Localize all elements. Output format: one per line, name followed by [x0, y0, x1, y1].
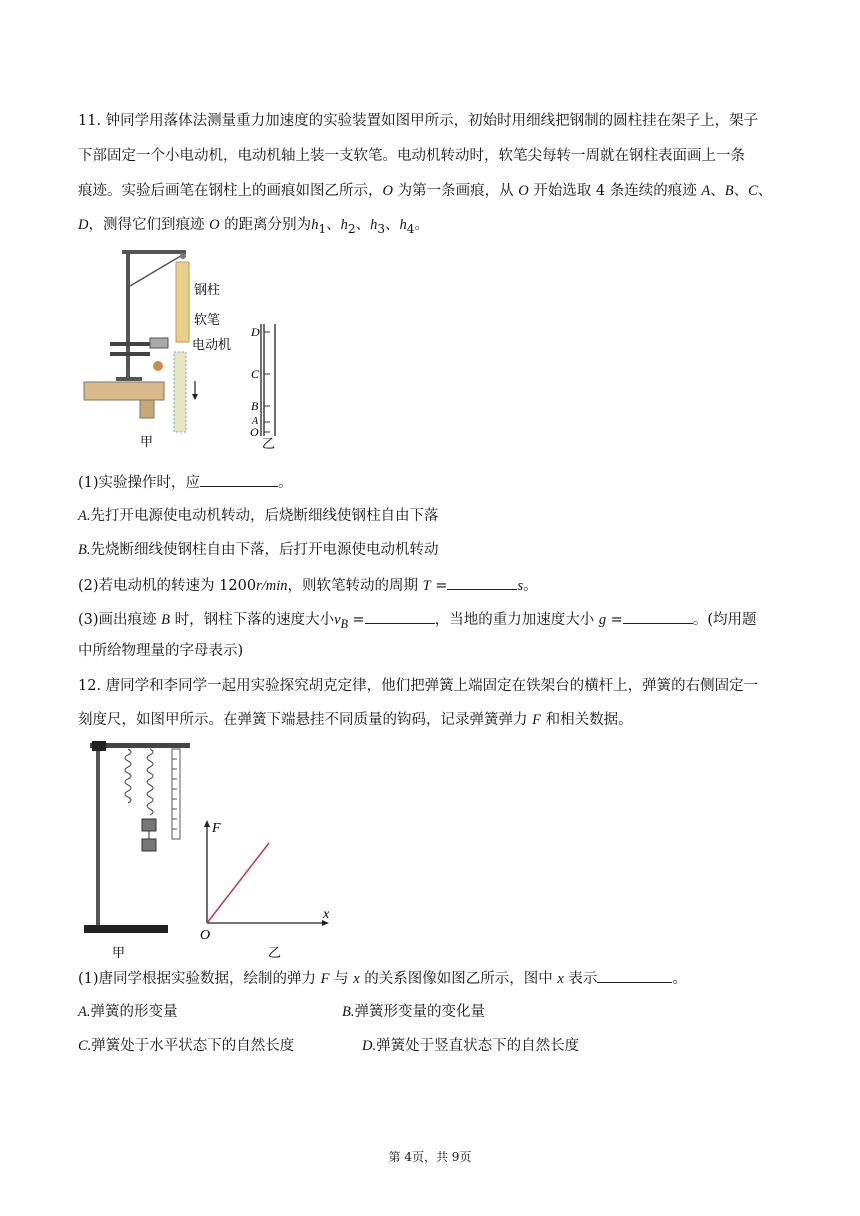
answer-blank-4[interactable] — [623, 609, 693, 624]
q12-option-a: A.弹簧的形变量 — [78, 1004, 178, 1020]
q11-line2: 下部固定一个小电动机，电动机轴上装一支软笔。电动机转动时，软笔尖每转一周就在钢柱表面画上一条 — [78, 148, 745, 164]
label-motor: 电动机 — [192, 337, 232, 352]
q11-option-a: A.先打开电源使电动机转动，后烧断细线使钢柱自由下落 — [78, 508, 439, 524]
ruler — [172, 749, 180, 839]
q12-line1: 12. 唐同学和李同学一起用实验探究胡克定律，他们把弹簧上端固定在铁架台的横杆上，弹簧的右侧固定一 — [78, 678, 759, 694]
label-B: B — [251, 399, 259, 413]
label-A: A — [252, 416, 259, 427]
y-axis-arrow — [204, 820, 210, 827]
answer-blank-5[interactable] — [597, 968, 672, 983]
clamp-upper — [110, 342, 150, 346]
stand-crossbar — [122, 250, 186, 254]
label-origin: O — [200, 928, 211, 943]
figure-free-fall-apparatus — [80, 246, 290, 456]
label-pen: 软笔 — [194, 312, 221, 327]
falling-rod — [174, 352, 186, 432]
q12-line2: 刻度尺，如图甲所示。在弹簧下端悬挂不同质量的钩码，记录弹簧弹力 F 和相关数据。 — [78, 712, 633, 728]
iron-stand-pole — [96, 745, 100, 931]
q11-part1: (1)实验操作时，应 。 — [78, 472, 293, 493]
q11-part3-line2: 中所给物理量的字母表示) — [78, 643, 244, 659]
q11-option-b: B.先烧断细线使钢柱自由下落，后打开电源使电动机转动 — [78, 542, 439, 558]
hook-weight-2 — [142, 839, 156, 851]
answer-blank-3[interactable] — [365, 609, 435, 624]
fall-arrow-head — [192, 394, 198, 400]
label-C: C — [251, 367, 260, 381]
label-F: F — [212, 821, 221, 836]
label-yi: 乙 — [262, 436, 276, 451]
stand-base — [84, 925, 168, 933]
q11-part2: (2)若电动机的转速为 1200r/min，则软笔转动的周期 T = s。 — [78, 575, 538, 596]
label-x: x — [323, 907, 330, 922]
weight-ball — [153, 361, 163, 371]
label-D: D — [251, 325, 260, 339]
label-steel: 钢柱 — [194, 282, 221, 297]
q12-option-d: D.弹簧处于竖直状态下的自然长度 — [362, 1038, 580, 1054]
figure-hooke-apparatus — [80, 735, 340, 965]
q12-option-b: B.弹簧形变量的变化量 — [342, 1004, 485, 1020]
table — [84, 382, 164, 400]
clamp-lower — [110, 352, 150, 356]
q11-line4: D，测得它们到痕迹 O 的距离分别为$h_1$、$h_2$、$h_3$、$h_4$。 — [78, 217, 429, 236]
hook-weight-1 — [142, 819, 156, 831]
label-jia: 甲 — [140, 434, 154, 449]
q12-part1: (1)唐同学根据实验数据，绘制的弹力 F 与 x 的关系图像如图乙所示，图中 x 表示 。 — [78, 968, 687, 989]
table-leg — [140, 400, 154, 418]
label-O: O — [250, 425, 259, 439]
f-x-line — [207, 843, 269, 923]
q11-part3: (3)画出痕迹 B 时，钢柱下落的速度大小$v_B$ = ，当地的重力加速度大小 g = 。(均用题 — [78, 609, 757, 634]
q12-option-c: C.弹簧处于水平状态下的自然长度 — [78, 1038, 295, 1054]
q11-line3: 痕迹。实验后画笔在钢柱上的画痕如图乙所示，O 为第一条画痕，从 O 开始选取 4 条连续的痕迹 A、B、C、 — [78, 183, 773, 199]
stand-clamp — [92, 741, 106, 751]
answer-blank-1[interactable] — [200, 472, 278, 487]
spring-left — [125, 749, 131, 803]
steel-rod — [176, 262, 189, 342]
pulley — [180, 253, 186, 259]
motor — [150, 338, 168, 348]
stand-base — [116, 377, 142, 381]
spring-right — [147, 749, 153, 815]
q11-line1: 11. 钟同学用落体法测量重力加速度的实验装置如图甲所示，初始时用细线把钢制的圆柱挂在架子上，架子 — [78, 113, 759, 129]
stand-pole — [126, 250, 130, 380]
page-footer: 第 4页，共 9页 — [388, 1150, 472, 1164]
label-yi: 乙 — [268, 945, 282, 960]
label-jia: 甲 — [112, 945, 126, 960]
answer-blank-2[interactable] — [447, 575, 517, 590]
